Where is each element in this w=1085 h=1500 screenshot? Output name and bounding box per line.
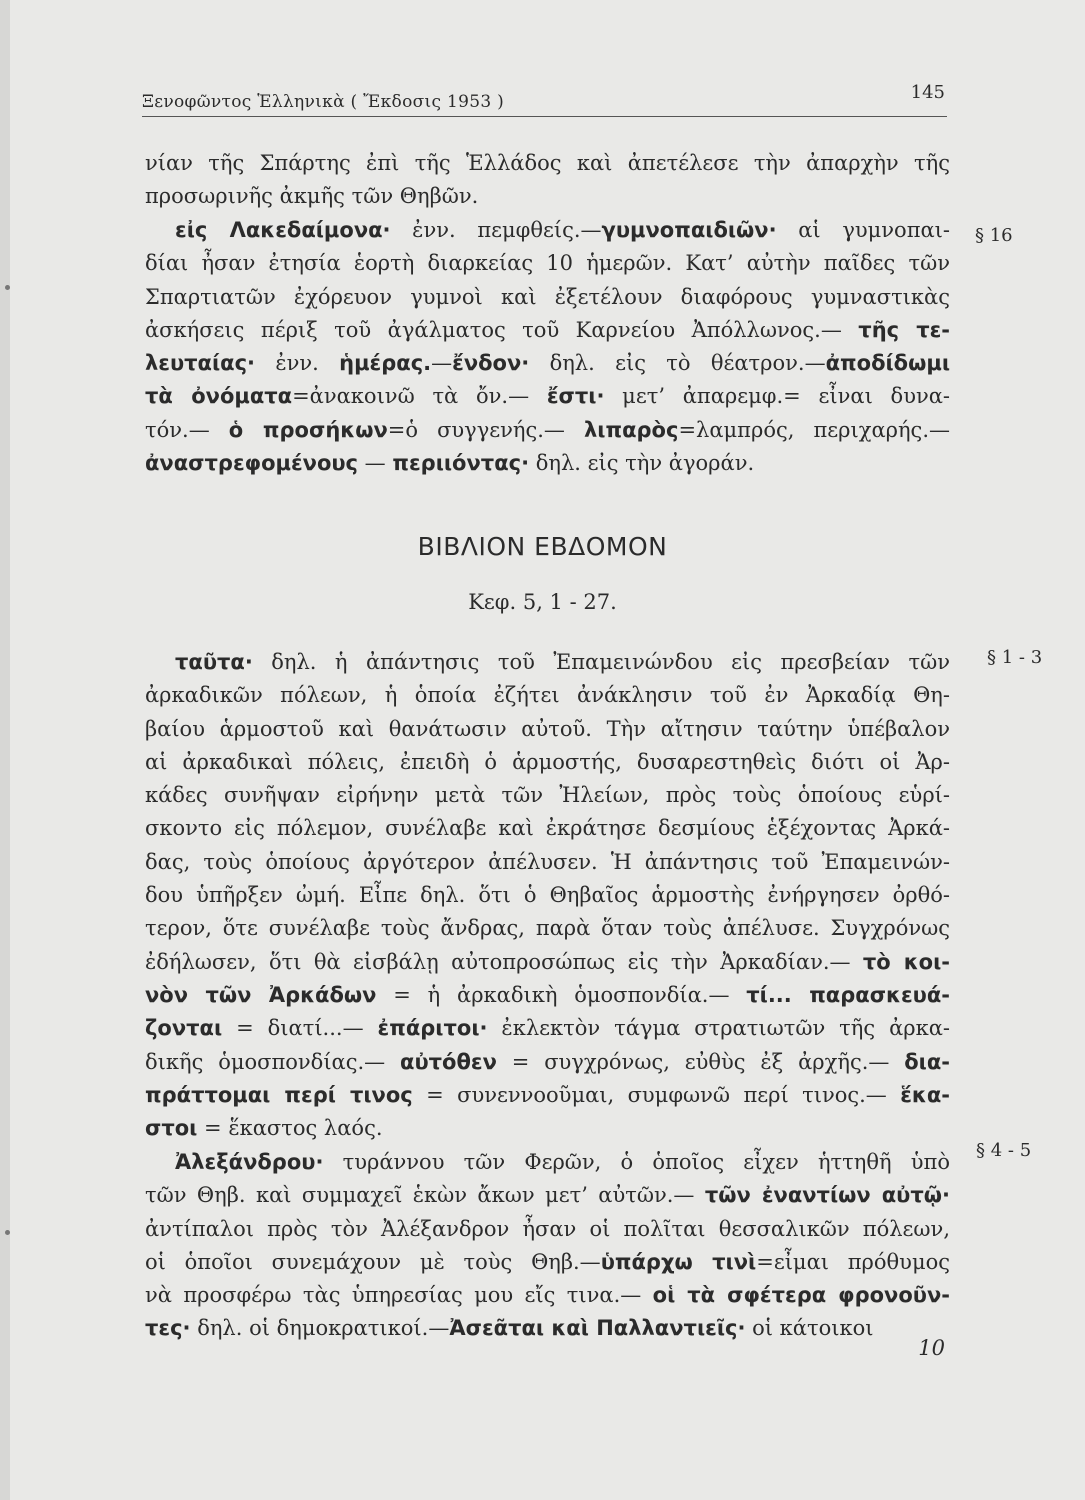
text-line xyxy=(145,1213,950,1246)
lemma-term: δια- xyxy=(904,1049,950,1074)
paragraph-intro xyxy=(145,147,950,214)
text-run: τόν.— xyxy=(145,417,229,442)
text-line xyxy=(145,746,950,779)
text-run: αἱ ἀρκαδικαὶ πόλεις, ἐπειδὴ ὁ ἁρμοστής, δυσαρεστηθεὶς διότι οἱ Ἀρ- xyxy=(145,749,950,774)
lemma-term: τί... παρασκευά- xyxy=(746,982,950,1007)
text-run: οἱ ὁποῖοι συνεμάχουν μὲ τοὺς Θηβ.— xyxy=(145,1249,601,1274)
section-marker: § 16 xyxy=(975,225,1013,246)
text-run: δηλ. ἡ ἀπάντησις τοῦ Ἐπαμεινώνδου εἰς πρεσβείαν τῶν xyxy=(252,650,950,674)
text-run: ἐνν. xyxy=(255,351,340,376)
lemma-term: γυμνοπαιδιῶν· xyxy=(601,218,777,242)
lemma-term: ὑπάρχω τινὶ xyxy=(600,1249,757,1274)
lemma-term: τῶν ἐναντίων αὐτῷ· xyxy=(704,1183,950,1208)
text-run: ἐδήλωσεν, ὅτι θὰ εἰσβάλῃ αὐτοπροσώπως εἰς τὴν Ἀρκαδίαν.— xyxy=(145,949,863,974)
text-line xyxy=(145,946,950,979)
text-line xyxy=(145,1146,950,1179)
text-run: ἐνν. πεμφθείς.— xyxy=(390,218,602,242)
text-line xyxy=(145,281,950,314)
book-title: ΒΙΒΛΙΟΝ ΕΒΔΟΜΟΝ xyxy=(417,532,668,561)
text-run: νίαν τῆς Σπάρτης ἐπὶ τῆς Ἑλλάδος καὶ ἀπετέλεσε τὴν ἀπαρχὴν τῆς xyxy=(145,151,950,175)
page-number: 145 xyxy=(910,82,945,103)
text-line xyxy=(145,1312,950,1345)
lemma-term: ἕκα- xyxy=(900,1082,950,1107)
text-run: τῶν Θηβ. καὶ συμμαχεῖ ἑκὼν ἄκων μετ’ αὐτῶν.— xyxy=(145,1183,705,1208)
text-line xyxy=(145,1179,950,1212)
text-run: σκοντο εἰς πόλεμον, συνέλαβε καὶ ἐκράτησε δεσμίους ἑξέχοντας Ἀρκά- xyxy=(145,816,950,841)
lemma-term: ταῦτα· xyxy=(175,650,253,674)
paragraph-notes-book6 xyxy=(145,214,950,480)
header-title: Ξενοφῶντος Ἑλληνικὰ ( Ἔκδοσις 1953 ) xyxy=(142,92,505,112)
lemma-term: τες· xyxy=(145,1316,191,1341)
text-line xyxy=(145,214,950,247)
lemma-term: λευταίας· xyxy=(145,351,256,376)
text-line xyxy=(145,380,950,413)
text-run: ἀντίπαλοι πρὸς τὸν Ἀλέξανδρον ἦσαν οἱ πολῖται θεσσαλικῶν πόλεων, xyxy=(145,1216,950,1241)
text-run: μετ’ ἀπαρεμφ.= εἶναι δυνα- xyxy=(604,384,950,409)
lemma-term: ἡμέρας. xyxy=(339,351,432,376)
text-run: τυράννου τῶν Φερῶν, ὁ ὁποῖος εἶχεν ἡττηθῆ ὑπὸ xyxy=(323,1150,950,1174)
text-line xyxy=(145,879,950,912)
text-run: ἐκλεκτὸν τάγμα στρατιωτῶν τῆς ἀρκα- xyxy=(487,1016,950,1041)
text-line xyxy=(145,679,950,712)
text-line xyxy=(145,846,950,879)
text-run: βαίου ἁρμοστοῦ καὶ θανάτωσιν αὐτοῦ. Τὴν αἴτησιν ταύτην ὑπέβαλον xyxy=(145,716,950,741)
text-line xyxy=(145,713,950,746)
text-run: =λαμπρός, περιχαρής.— xyxy=(678,417,950,442)
text-run: κάδες συνῆψαν εἰρήνην μετὰ τῶν Ἠλείων, πρὸς τοὺς ὁποίους εὑρί- xyxy=(145,783,950,808)
chapter-reference: Κεφ. 5, 1 - 27. xyxy=(468,590,617,614)
text-line xyxy=(145,1012,950,1045)
page-binding xyxy=(0,0,10,1500)
text-run: ἀσκήσεις πέριξ τοῦ ἀγάλματος τοῦ Καρνείου Ἀπόλλωνος.— xyxy=(145,317,859,342)
text-line xyxy=(145,1246,950,1279)
lemma-term: πράττομαι περί τινος xyxy=(145,1082,413,1107)
lemma-term: αὐτόθεν xyxy=(400,1049,497,1074)
text-run: προσωρινῆς ἀκμῆς τῶν Θηβῶν. xyxy=(145,184,479,209)
text-run: δίαι ἦσαν ἐτησία ἑορτὴ διαρκείας 10 ἡμερῶν. Κατ’ αὐτὴν παῖδες τῶν xyxy=(145,251,950,276)
paragraph-notes-1-3 xyxy=(145,646,950,1145)
lemma-term: ἀποδίδωμι xyxy=(825,351,950,376)
text-line xyxy=(145,1046,950,1079)
lemma-term: στοι xyxy=(145,1116,198,1141)
lemma-term: οἱ τὰ σφέτερα φρονοῦν- xyxy=(652,1283,950,1308)
lemma-term: Ἀλεξάνδρου· xyxy=(175,1150,324,1174)
text-run: δηλ. εἰς τὴν ἀγοράν. xyxy=(529,451,755,476)
text-run: — xyxy=(358,451,393,476)
binding-hole xyxy=(5,1230,10,1235)
text-run: = ἕκαστος λαός. xyxy=(197,1116,383,1141)
text-run: δικῆς ὁμοσπονδίας.— xyxy=(145,1049,401,1074)
text-run: =ἀνακοινῶ τὰ ὄν.— xyxy=(292,384,547,409)
lemma-term: τῆς τε- xyxy=(858,317,950,342)
text-line xyxy=(145,1079,950,1112)
text-line xyxy=(145,1112,950,1145)
text-line xyxy=(145,812,950,845)
lemma-term: λιπαρὸς xyxy=(584,417,679,442)
text-line xyxy=(145,314,950,347)
lemma-term: εἰς Λακεδαίμονα· xyxy=(175,218,391,242)
text-run: αἱ γυμνοπαι- xyxy=(776,218,951,242)
text-line xyxy=(145,646,950,679)
text-run: δηλ. εἰς τὸ θέατρον.— xyxy=(529,351,826,376)
text-line xyxy=(145,912,950,945)
lemma-term: ὁ προσήκων xyxy=(228,417,388,442)
text-line xyxy=(145,447,950,480)
text-run: νὰ προσφέρω τὰς ὑπηρεσίας μου εἴς τινα.— xyxy=(145,1283,653,1308)
binding-hole xyxy=(5,285,10,290)
text-line xyxy=(145,180,950,213)
lemma-term: ἔστι· xyxy=(546,384,605,409)
text-line xyxy=(145,347,950,380)
text-run: = συγχρόνως, εὐθὺς ἐξ ἀρχῆς.— xyxy=(496,1049,905,1074)
text-line xyxy=(145,779,950,812)
text-run: =ὁ συγγενής.— xyxy=(387,417,585,442)
text-line xyxy=(145,414,950,447)
text-run: δου ὑπῆρξεν ὠμή. Εἶπε δηλ. ὅτι ὁ Θηβαῖος ἁρμοστὴς ἐνήργησεν ὀρθό- xyxy=(145,883,950,908)
section-marker: § 1 - 3 xyxy=(987,647,1043,668)
lemma-term: ζονται xyxy=(145,1016,223,1041)
text-line xyxy=(145,1279,950,1312)
lemma-term: ἔνδον· xyxy=(452,351,530,376)
text-run: = συνεννοοῦμαι, συμφωνῶ περί τινος.— xyxy=(412,1082,901,1107)
running-header xyxy=(142,82,947,117)
text-run: δας, τοὺς ὁποίους ἀργότερον ἀπέλυσεν. Ἡ ἀπάντησις τοῦ Ἐπαμεινών- xyxy=(145,849,950,874)
text-run: = ἡ ἀρκαδικὴ ὁμοσπονδία.— xyxy=(376,982,747,1007)
text-line xyxy=(145,979,950,1012)
text-run: τερον, ὅτε συνέλαβε τοὺς ἄνδρας, παρὰ ὅταν τοὺς ἀπέλυσε. Συγχρόνως xyxy=(145,916,950,941)
lemma-term: ἀναστρεφομένους xyxy=(145,451,358,476)
text-run: οἱ κάτοικοι xyxy=(745,1316,874,1341)
section-marker: § 4 - 5 xyxy=(976,1140,1032,1161)
text-run: — xyxy=(431,351,453,376)
lemma-term: Ἀσεᾶται καὶ Παλλαντιεῖς· xyxy=(449,1316,746,1341)
text-run: Σπαρτιατῶν ἐχόρευον γυμνοὶ καὶ ἐξετέλουν διαφόρους γυμναστικὰς xyxy=(145,284,950,309)
lemma-term: νὸν τῶν Ἀρκάδων xyxy=(145,982,377,1007)
lemma-term: ἐπάριτοι· xyxy=(377,1016,488,1041)
lemma-term: τὸ κοι- xyxy=(862,949,950,974)
text-run: =εἶμαι πρόθυμος xyxy=(756,1249,951,1274)
text-run: δηλ. οἱ δημοκρατικοί.— xyxy=(190,1316,450,1341)
signature-mark: 10 xyxy=(918,1336,945,1360)
paragraph-notes-4-5 xyxy=(145,1146,950,1346)
text-line xyxy=(145,147,950,180)
lemma-term: περιιόντας· xyxy=(392,451,530,476)
text-run: ἀρκαδικῶν πόλεων, ἡ ὁποία ἐζήτει ἀνάκλησιν τοῦ ἐν Ἀρκαδίᾳ Θη- xyxy=(145,683,950,708)
text-line xyxy=(145,247,950,280)
text-run: = διατί...— xyxy=(222,1016,378,1041)
lemma-term: τὰ ὀνόματα xyxy=(145,384,293,409)
